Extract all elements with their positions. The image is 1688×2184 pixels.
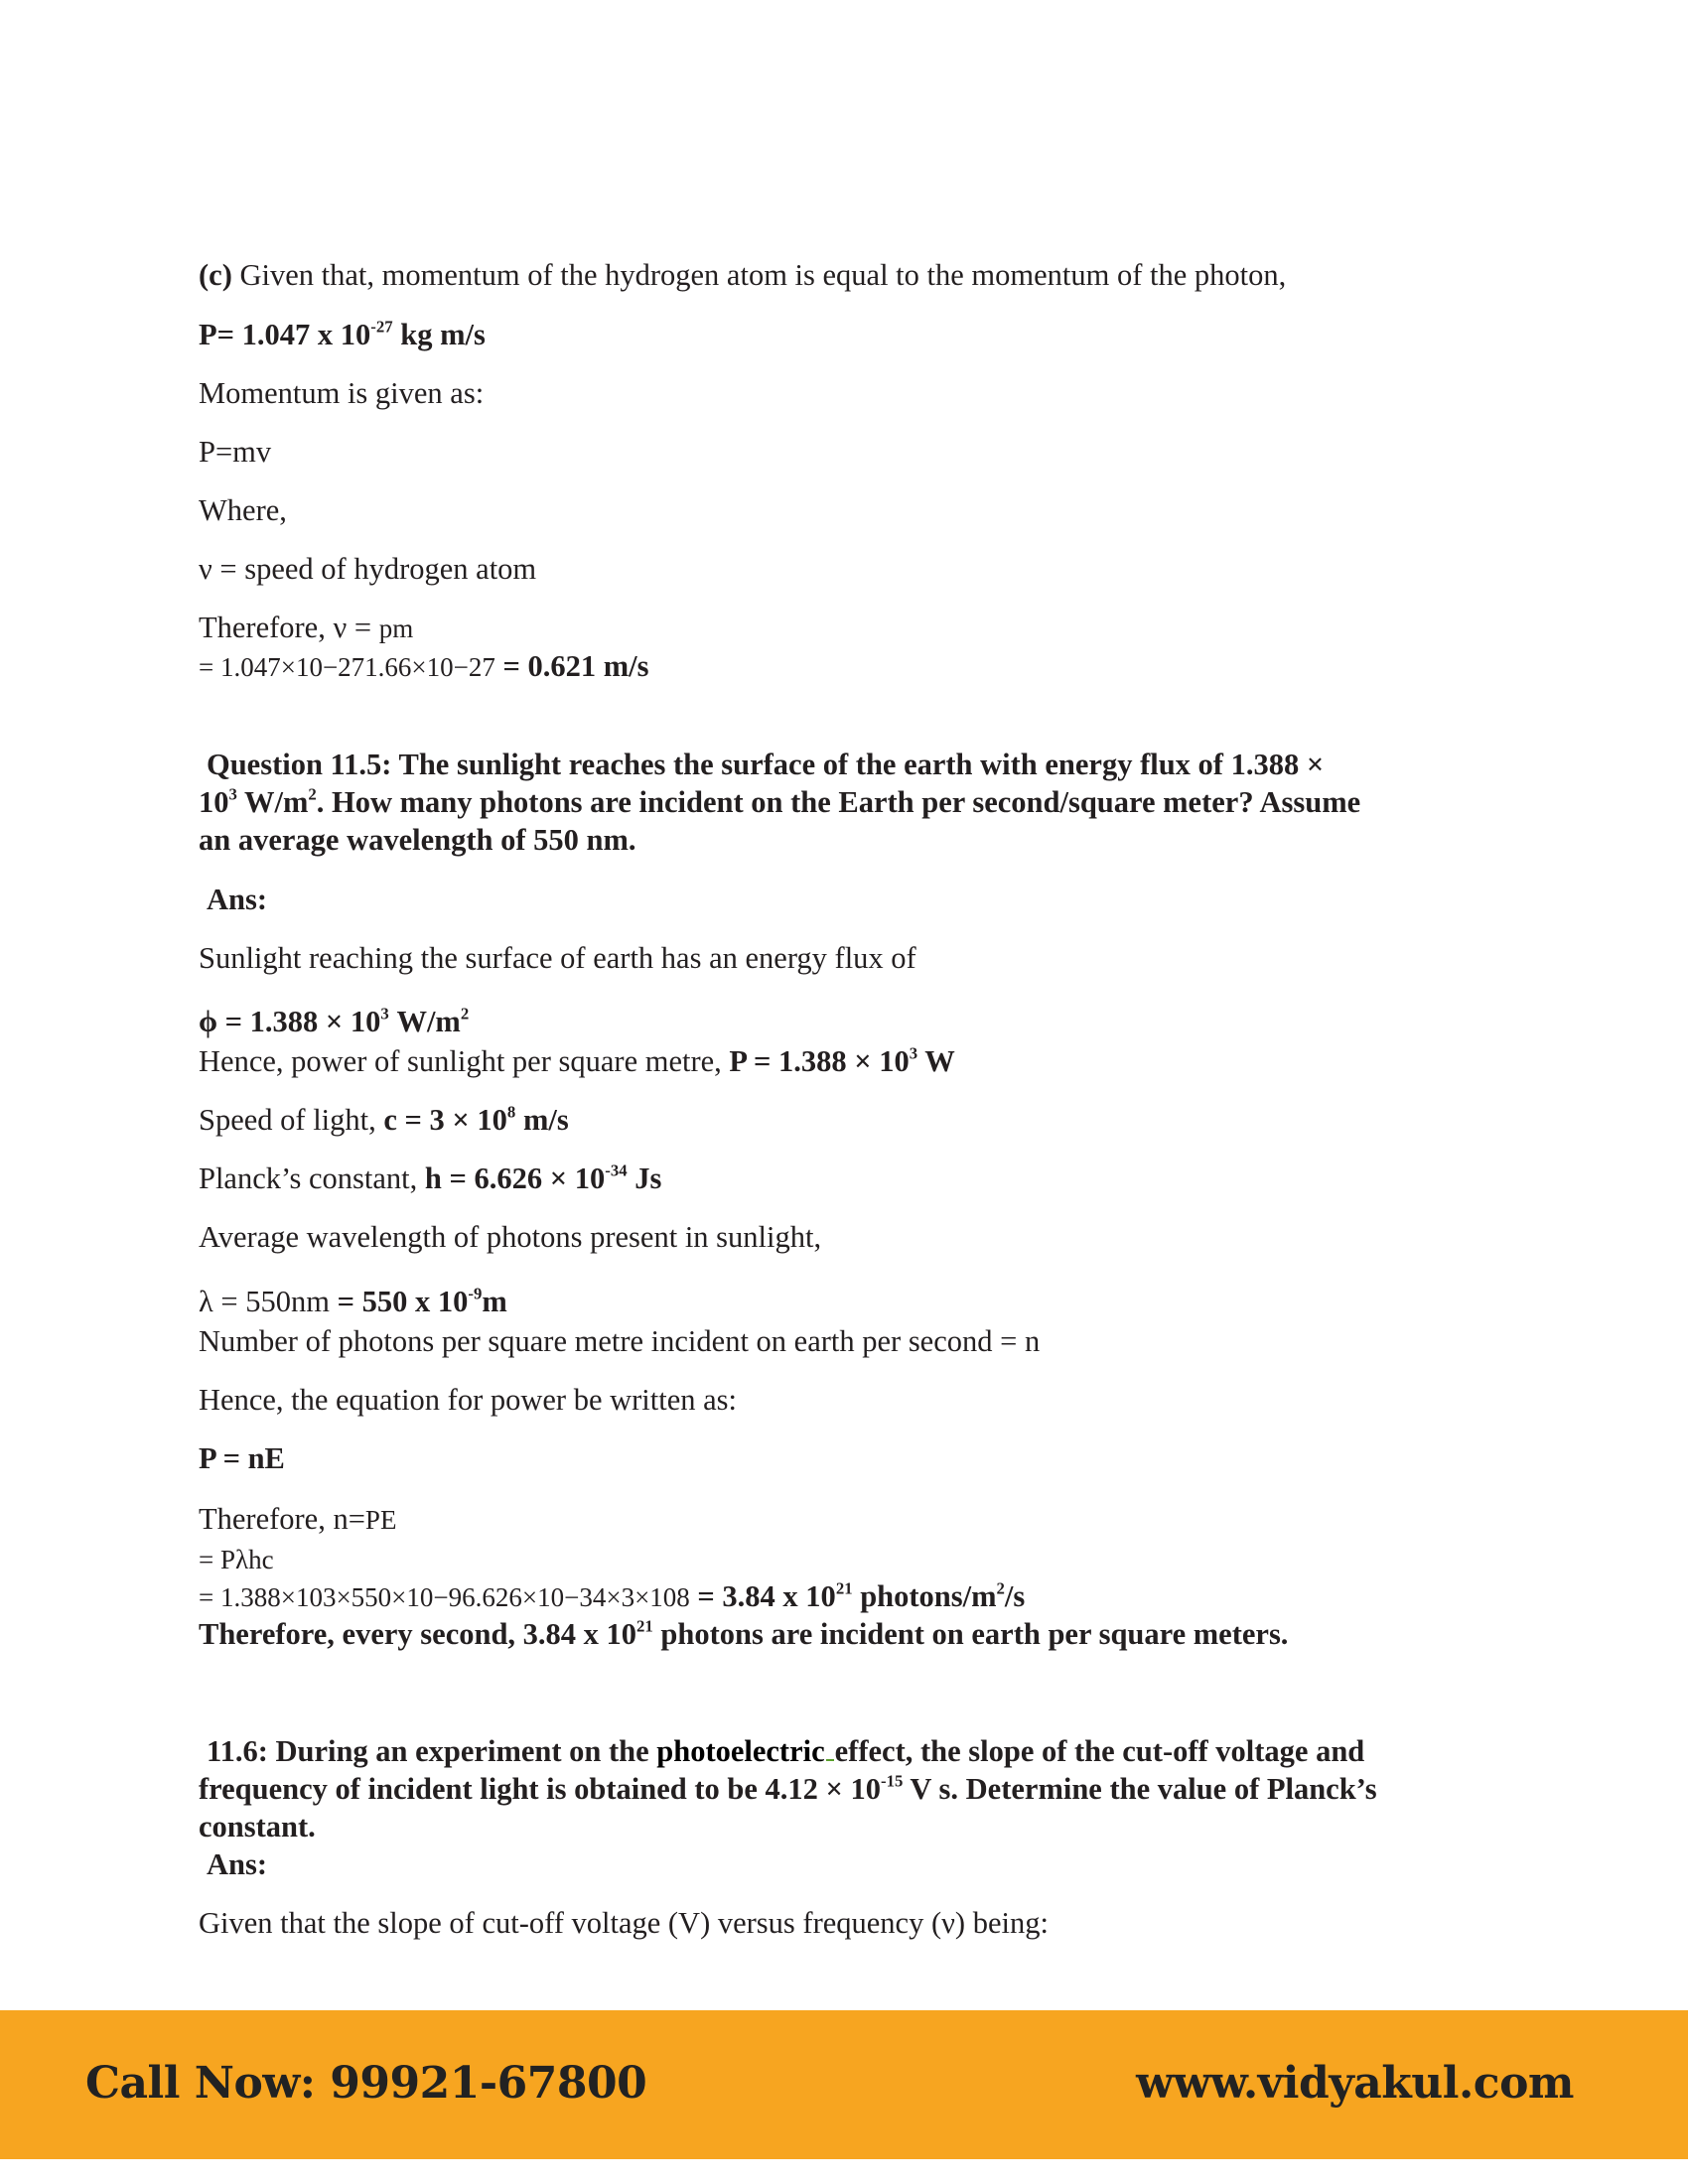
photoelectric-link[interactable]: photoelectric xyxy=(656,1734,825,1768)
call-now-phone[interactable]: Call Now: 99921-67800 xyxy=(85,2058,647,2109)
n-expression: = Pλhc xyxy=(199,1545,274,1574)
velocity-calc: = 1.047×10−271.66×10−27 = 0.621 m/s xyxy=(199,649,649,683)
website-link[interactable]: www.vidyakul.com xyxy=(1136,2058,1574,2109)
part-c-intro: (c) Given that, momentum of the hydrogen atom is equal to the momentum of the photon, xyxy=(199,258,1287,292)
slope-intro: Given that the slope of cut-off voltage (V) versus frequency (ν) being: xyxy=(199,1906,1049,1940)
average-wavelength: Average wavelength of photons present in sunlight, xyxy=(199,1220,822,1254)
question-11-6-line2: frequency of incident light is obtained to be $4.12 \times 10^{-15}$ V s. Determine the value of Planck’s xyxy=(199,1771,1377,1806)
question-11-5-line3: an average wavelength of 550 nm. xyxy=(199,823,636,857)
planck-constant: Planck’s constant, $h = 6.626 \times 10^{-34}$ Js xyxy=(199,1160,662,1195)
where-label: Where, xyxy=(199,493,287,527)
answer-label: Ans: xyxy=(207,883,268,916)
n-calculation: = 1.388×103×550×10−96.626×10−34×3×108 = 3.84 x $10^{21}$ photons/$m^2/s$ xyxy=(199,1578,1026,1613)
conclusion: Therefore, every second, 3.84 x $10^{21}$ photons are incident on earth per square meters. xyxy=(199,1616,1289,1651)
answer-label-11-6: Ans: xyxy=(207,1847,268,1881)
v-definition: ν = speed of hydrogen atom xyxy=(199,552,537,586)
momentum-value: P= 1.047 x $10^{-27}$ kg m/s xyxy=(199,317,486,351)
question-11-6-line1: 11.6: During an experiment on the photoelectric effect, the slope of the cut-off voltage and xyxy=(207,1734,1365,1768)
lambda-value: λ = 550nm = 550 x $10^{-9}m$ xyxy=(199,1284,507,1318)
question-11-6-line3: constant. xyxy=(199,1810,316,1843)
number-of-photons: Number of photons per square metre incident on earth per second = n xyxy=(199,1324,1041,1358)
power-line: Hence, power of sunlight per square metre, $P = 1.388 \times 10^3$ W xyxy=(199,1043,955,1078)
speed-of-light: Speed of light, $c = 3 \times 10^8$ m/s xyxy=(199,1102,569,1137)
question-11-5-line2: $10^3$ $W/m^2$. How many photons are incident on the Earth per second/square meter? Assume xyxy=(199,784,1361,819)
question-11-5-line1: Question 11.5: The sunlight reaches the surface of the earth with energy flux of 1.388 × xyxy=(207,748,1325,781)
formula-pmv: P=mv xyxy=(199,435,272,469)
p-equals-ne: P = nE xyxy=(199,1441,285,1475)
footer-banner xyxy=(0,2010,1688,2159)
power-equation-intro: Hence, the equation for power be written as: xyxy=(199,1383,738,1417)
momentum-given: Momentum is given as: xyxy=(199,376,485,410)
energy-flux-intro: Sunlight reaching the surface of earth has an energy flux of xyxy=(199,941,916,975)
therefore-v: Therefore, ν = pm xyxy=(199,611,414,644)
therefore-n: Therefore, n=PE xyxy=(199,1502,397,1536)
phi-value: $\phi = 1.388 \times 10^3$ $W/m^2$ xyxy=(199,1004,470,1038)
